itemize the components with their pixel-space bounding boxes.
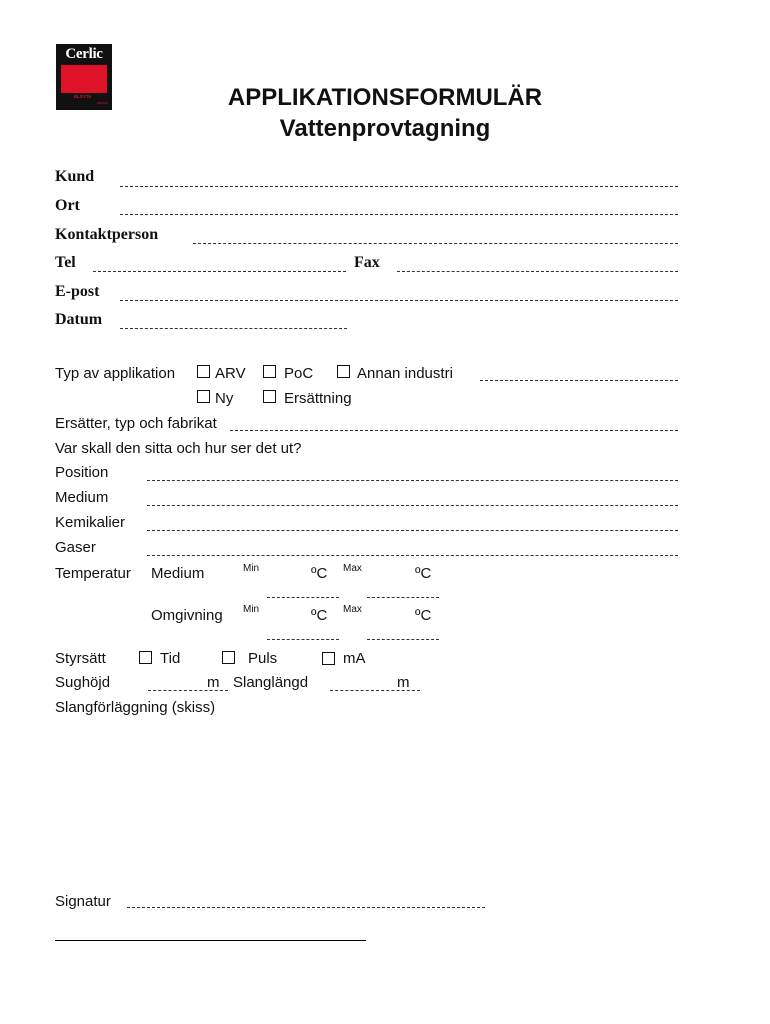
temp-medium-max-label: Max (343, 563, 362, 574)
ort-label: Ort (55, 197, 80, 214)
placement-question: Var skall den sitta och hur ser det ut? (55, 440, 302, 457)
ort-field[interactable] (120, 214, 678, 215)
footer-rule (55, 940, 366, 941)
sughojd-unit: m (207, 674, 220, 691)
puls-label: Puls (248, 650, 278, 667)
annan-industri-label: Annan industri (357, 365, 453, 382)
slangforlaggning-label: Slangförläggning (skiss) (55, 699, 216, 716)
temp-medium-label: Medium (151, 565, 205, 582)
poc-label: PoC (284, 365, 314, 382)
tid-checkbox[interactable] (139, 651, 152, 664)
datum-field[interactable] (120, 328, 347, 329)
ma-checkbox[interactable] (322, 652, 335, 665)
temp-omgivning-min-label: Min (243, 604, 260, 615)
tel-field[interactable] (93, 271, 346, 272)
puls-checkbox[interactable] (222, 651, 235, 664)
kontaktperson-label: Kontaktperson (55, 226, 159, 243)
ersatter-label: Ersätter, typ och fabrikat (55, 415, 217, 432)
arv-checkbox[interactable] (197, 365, 210, 378)
sughojd-label: Sughöjd (55, 674, 111, 691)
logo-group: GROUP (97, 101, 109, 105)
tid-label: Tid (160, 650, 181, 667)
styrsatt-label: Styrsätt (55, 650, 106, 667)
typ-av-applikation-label: Typ av applikation (55, 365, 176, 382)
slanglangd-unit: m (397, 674, 410, 691)
kemikalier-field[interactable] (147, 530, 678, 531)
ersatter-field[interactable] (230, 430, 678, 431)
temp-omgivning-label: Omgivning (151, 607, 223, 624)
kund-label: Kund (55, 168, 95, 185)
medium-label: Medium (55, 489, 109, 506)
temp-omgivning-max-unit: ºC (415, 607, 432, 624)
gaser-label: Gaser (55, 539, 96, 556)
temp-medium-max-field[interactable] (367, 597, 439, 598)
temp-omgivning-max-field[interactable] (367, 639, 439, 640)
fax-field[interactable] (397, 271, 678, 272)
temp-medium-min-unit: ºC (311, 565, 328, 582)
ma-label: mA (343, 650, 366, 667)
temperatur-label: Temperatur (55, 565, 131, 582)
fax-label: Fax (354, 254, 380, 271)
temp-medium-min-label: Min (243, 563, 260, 574)
ersattning-label: Ersättning (284, 390, 352, 407)
temp-omgivning-min-unit: ºC (311, 607, 328, 624)
annan-industri-checkbox[interactable] (337, 365, 350, 378)
annan-industri-field[interactable] (480, 380, 678, 381)
epost-field[interactable] (120, 300, 678, 301)
datum-label: Datum (55, 311, 103, 328)
ny-label: Ny (215, 390, 234, 407)
sketch-area[interactable] (55, 722, 678, 882)
kontaktperson-field[interactable] (193, 243, 678, 244)
page-title: APPLIKATIONSFORMULÄR (227, 84, 543, 111)
temp-omgivning-min-field[interactable] (267, 639, 339, 640)
arv-label: ARV (215, 365, 246, 382)
ersattning-checkbox[interactable] (263, 390, 276, 403)
temp-medium-min-field[interactable] (267, 597, 339, 598)
medium-field[interactable] (147, 505, 678, 506)
ny-checkbox[interactable] (197, 390, 210, 403)
signatur-label: Signatur (55, 893, 111, 910)
tel-label: Tel (55, 254, 76, 271)
epost-label: E-post (55, 283, 100, 300)
signatur-field[interactable] (127, 907, 485, 908)
page-subtitle: Vattenprovtagning (279, 115, 491, 142)
gaser-field[interactable] (147, 555, 678, 556)
position-field[interactable] (147, 480, 678, 481)
kund-field[interactable] (120, 186, 678, 187)
logo-tagline: ELSYTA (74, 94, 92, 99)
kemikalier-label: Kemikalier (55, 514, 126, 531)
logo-brand-text: Cerlic (65, 46, 103, 62)
temp-medium-max-unit: ºC (415, 565, 432, 582)
slanglangd-label: Slanglängd (233, 674, 309, 691)
position-label: Position (55, 464, 109, 481)
poc-checkbox[interactable] (263, 365, 276, 378)
temp-omgivning-max-label: Max (343, 604, 362, 615)
